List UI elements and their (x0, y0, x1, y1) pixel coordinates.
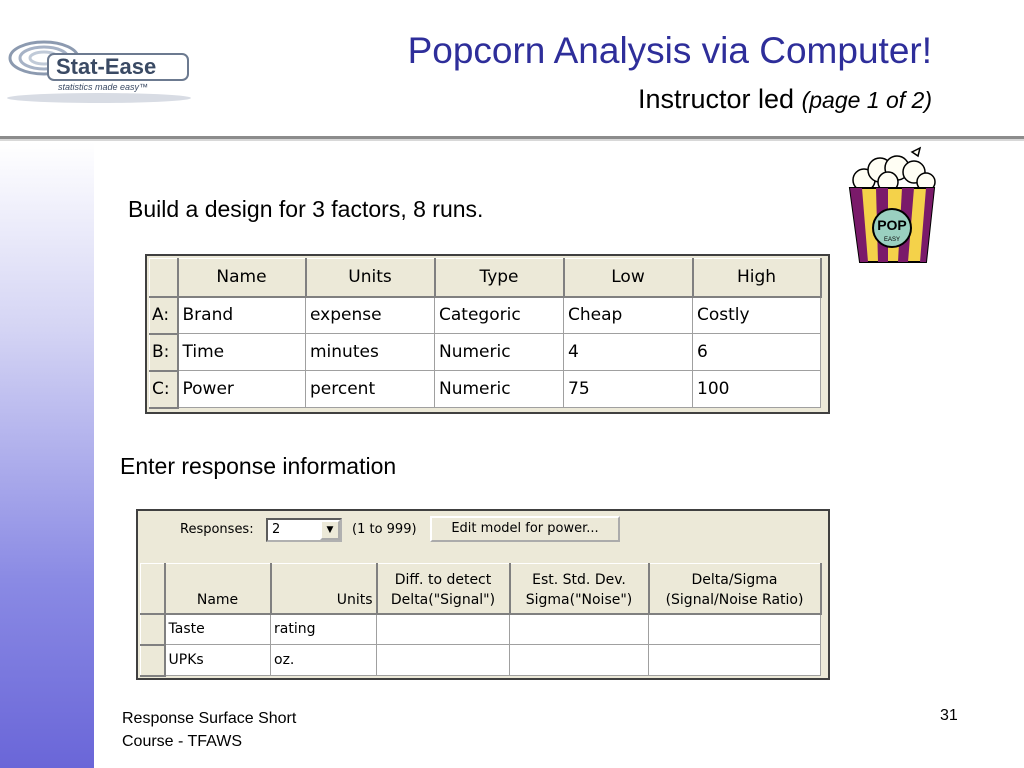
column-header-line2: Delta("Signal") (390, 591, 496, 608)
cell-diff[interactable] (377, 614, 510, 645)
footer-line2: Course - TFAWS (122, 733, 243, 750)
row-header[interactable] (141, 645, 165, 676)
table-row (141, 614, 821, 645)
cell-low[interactable]: 75 (564, 371, 693, 408)
edit-model-button[interactable]: Edit model for power... (430, 516, 620, 542)
column-header-line2: (Signal/Noise Ratio) (665, 591, 804, 608)
factors-caption: Build a design for 3 factors, 8 runs. (128, 196, 484, 222)
cell-units[interactable]: minutes (306, 334, 435, 371)
column-header-high[interactable]: High (693, 259, 821, 297)
column-header-line2: Name (196, 591, 239, 608)
cell-units[interactable]: percent (306, 371, 435, 408)
responses-label: Responses: (180, 522, 254, 537)
subtitle-text: Instructor led (637, 84, 795, 114)
cell-high[interactable]: 6 (693, 334, 821, 371)
column-header-type[interactable]: Type (435, 259, 564, 297)
page-title: Popcorn Analysis via Computer! (407, 30, 932, 71)
column-header-units[interactable]: Units (306, 259, 435, 297)
cell-high[interactable]: Costly (693, 297, 821, 334)
subtitle-page: (page 1 of 2) (801, 87, 932, 113)
cell-name[interactable]: Time (178, 334, 306, 371)
page-subtitle (638, 84, 932, 115)
cell-name[interactable]: UPKs (165, 645, 271, 676)
cell-name[interactable]: Power (178, 371, 306, 408)
column-header-line2: Sigma("Noise") (525, 591, 633, 608)
cell-name[interactable]: Taste (165, 614, 271, 645)
footer-course (122, 707, 296, 753)
cell-type[interactable]: Numeric (435, 371, 564, 408)
responses-count-select[interactable] (266, 518, 342, 542)
cell-low[interactable]: Cheap (564, 297, 693, 334)
responses-toolbar (138, 511, 828, 563)
column-header-diff[interactable] (377, 564, 510, 614)
row-header-c[interactable]: C: (150, 371, 178, 408)
cell-high[interactable]: 100 (693, 371, 821, 408)
table-row (150, 297, 821, 334)
cell-ratio[interactable] (649, 614, 821, 645)
footer-line1: Response Surface Short (122, 710, 297, 727)
chevron-down-icon[interactable]: ▼ (320, 520, 340, 540)
logo-tagline: statistics made easy™ (58, 82, 149, 92)
popcorn-label: POP (877, 217, 907, 233)
responses-range: (1 to 999) (352, 522, 417, 537)
cell-units[interactable]: expense (306, 297, 435, 334)
responses-caption: Enter response information (120, 453, 397, 479)
logo-brand: Stat-Ease (56, 54, 157, 79)
cell-type[interactable]: Categoric (435, 297, 564, 334)
row-header-a[interactable]: A: (150, 297, 178, 334)
table-row (150, 371, 821, 408)
column-header-name[interactable] (165, 564, 271, 614)
stat-ease-logo (4, 36, 194, 110)
grid-corner (150, 259, 178, 297)
cell-ratio[interactable] (649, 645, 821, 676)
header-rule-shadow (0, 139, 1024, 141)
grid-corner (141, 564, 165, 614)
column-header-line1: Est. Std. Dev. (532, 571, 626, 588)
column-header-units[interactable] (271, 564, 377, 614)
responses-panel (136, 509, 830, 680)
row-header[interactable] (141, 614, 165, 645)
column-header-ratio[interactable] (649, 564, 821, 614)
column-header-std-dev[interactable] (510, 564, 649, 614)
cell-units[interactable]: oz. (271, 645, 377, 676)
page-number: 31 (940, 707, 958, 724)
column-header-line1: Diff. to detect (394, 571, 492, 588)
cell-std-dev[interactable] (510, 645, 649, 676)
cell-units[interactable]: rating (271, 614, 377, 645)
cell-name[interactable]: Brand (178, 297, 306, 334)
cell-std-dev[interactable] (510, 614, 649, 645)
factors-grid (145, 254, 830, 414)
column-header-low[interactable]: Low (564, 259, 693, 297)
cell-type[interactable]: Numeric (435, 334, 564, 371)
sidebar-gradient (0, 142, 94, 768)
popcorn-sublabel: EASY (883, 237, 901, 243)
cell-low[interactable]: 4 (564, 334, 693, 371)
cell-diff[interactable] (377, 645, 510, 676)
responses-count-value: 2 (272, 522, 281, 537)
table-row (150, 334, 821, 371)
column-header-line1: Delta/Sigma (691, 571, 778, 588)
popcorn-bucket-image (842, 146, 942, 268)
column-header-line2: Units (336, 591, 373, 608)
table-row (141, 645, 821, 676)
column-header-name[interactable]: Name (178, 259, 306, 297)
row-header-b[interactable]: B: (150, 334, 178, 371)
